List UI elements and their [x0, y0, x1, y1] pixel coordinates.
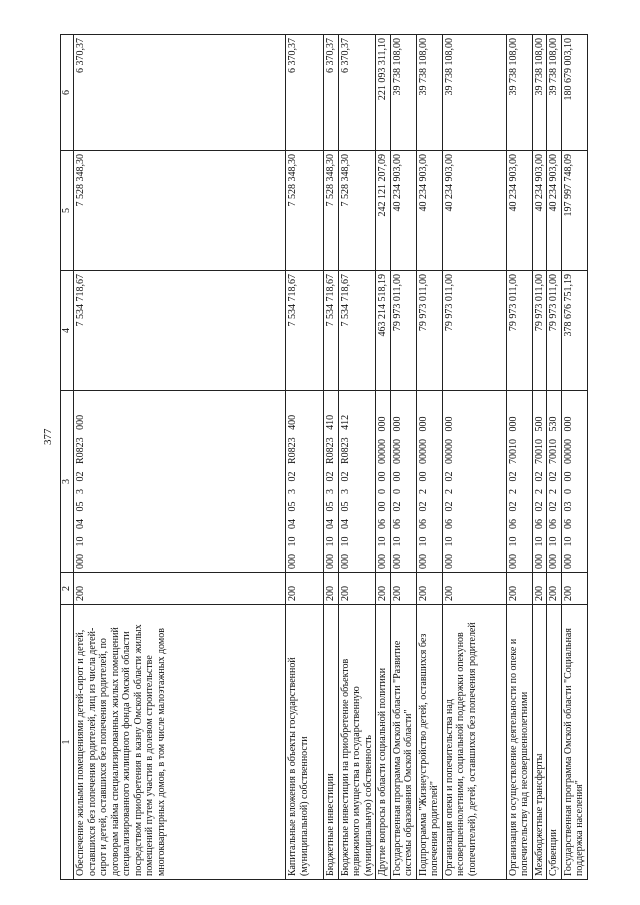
row-value-6: 6 370,37: [286, 35, 324, 151]
row-code: 000 10 06 02 2 02 70010 000: [506, 391, 532, 573]
row-code: 000 10 06 02 2 02 70010 530: [547, 391, 562, 573]
row-value-5: 7 528 348,30: [338, 151, 376, 271]
table-row: [390, 35, 416, 880]
row-value-4: 79 973 011,00: [390, 271, 416, 391]
row-value-4: 7 534 718,67: [286, 271, 324, 391]
row-value-4: 378 676 751,19: [561, 271, 587, 391]
row-value-6: 39 738 108,00: [390, 35, 416, 151]
column-header: 2: [61, 573, 74, 605]
row-code-2: 200: [338, 573, 376, 605]
table-row: [506, 35, 532, 880]
row-value-5: 242 121 207,09: [376, 151, 391, 271]
row-code: 000 10 06 00 0 00 00000 000: [376, 391, 391, 573]
row-code-2: 200: [324, 573, 339, 605]
row-code-2: 200: [506, 573, 532, 605]
row-name: Подпрограмма "Жизнеустройство детей, оставшихся без попечения родителей": [416, 605, 442, 880]
column-header: 4: [61, 271, 74, 391]
row-code: 000 10 06 02 2 02 00000 000: [442, 391, 506, 573]
row-value-6: 39 738 108,00: [547, 35, 562, 151]
row-value-5: 40 234 903,00: [532, 151, 547, 271]
row-value-6: 221 093 311,10: [376, 35, 391, 151]
row-code-2: 200: [416, 573, 442, 605]
row-value-4: 79 973 011,00: [506, 271, 532, 391]
row-value-4: 7 534 718,67: [324, 271, 339, 391]
column-header: 6: [61, 35, 74, 151]
row-value-5: 40 234 903,00: [547, 151, 562, 271]
table-row: [324, 35, 339, 880]
row-value-4: 7 534 718,67: [74, 271, 286, 391]
row-value-5: 40 234 903,00: [442, 151, 506, 271]
row-name: Государственная программа Омской области "Социальная поддержка населения": [561, 605, 587, 880]
row-code: 000 10 04 05 3 02 R0823 400: [286, 391, 324, 573]
table-row: [442, 35, 506, 880]
row-code-2: 200: [74, 573, 286, 605]
row-code-2: 200: [561, 573, 587, 605]
column-header: 1: [61, 605, 74, 880]
row-value-6: 39 738 108,00: [442, 35, 506, 151]
table-row: [74, 35, 286, 880]
table-row: [547, 35, 562, 880]
column-header: 5: [61, 151, 74, 271]
table-row: [532, 35, 547, 880]
row-code-2: 200: [442, 573, 506, 605]
table-row: [416, 35, 442, 880]
row-code-2: 200: [286, 573, 324, 605]
row-code: 000 10 04 05 3 02 R0823 410: [324, 391, 339, 573]
table-row: [561, 35, 587, 880]
row-name: Бюджетные инвестиции: [324, 605, 339, 880]
row-value-5: 7 528 348,30: [324, 151, 339, 271]
row-name: Другие вопросы в области социальной политики: [376, 605, 391, 880]
row-value-5: 7 528 348,30: [74, 151, 286, 271]
table-row: [286, 35, 324, 880]
row-value-6: 39 738 108,00: [416, 35, 442, 151]
budget-table-sheet: [60, 35, 585, 880]
row-code: 000 10 04 05 3 02 R0823 000: [74, 391, 286, 573]
row-name: Обеспечение жилыми помещениями детей-сирот и детей, оставшихся без попечения родителей, лиц из числа детей-сирот и детей, оставшихся без попечения родителей, по договорам найма специализированных жилых помещений специализированного жилищного фонда Омской области посредством приобретения в казну Омской области жилых помещений путем участия в долевом строительстве многоквартирных домов, в том числе малоэтажных домов: [74, 605, 286, 880]
header-row: [61, 35, 74, 880]
row-value-5: 197 997 748,09: [561, 151, 587, 271]
row-value-4: 79 973 011,00: [532, 271, 547, 391]
table-row: [338, 35, 376, 880]
column-header: 3: [61, 391, 74, 573]
row-name: Организация опеки и попечительства над несовершеннолетними, социальной поддержки опекунов (попечителей), детей, оставшихся без попечения родителей: [442, 605, 506, 880]
row-value-4: 463 214 518,19: [376, 271, 391, 391]
row-value-4: 7 534 718,67: [338, 271, 376, 391]
row-value-6: 39 738 108,00: [506, 35, 532, 151]
row-name: Государственная программа Омской области "Развитие системы образования Омской области": [390, 605, 416, 880]
row-value-5: 40 234 903,00: [416, 151, 442, 271]
row-value-6: 6 370,37: [338, 35, 376, 151]
row-value-4: 79 973 011,00: [416, 271, 442, 391]
row-value-4: 79 973 011,00: [442, 271, 506, 391]
row-code-2: 200: [547, 573, 562, 605]
row-name: Субвенции: [547, 605, 562, 880]
row-name: Организация и осуществление деятельности по опеке и попечительству над несовершеннолетними: [506, 605, 532, 880]
row-name: Межбюджетные трансферты: [532, 605, 547, 880]
row-value-6: 6 370,37: [324, 35, 339, 151]
row-value-5: 40 234 903,00: [506, 151, 532, 271]
row-code-2: 200: [376, 573, 391, 605]
row-value-6: 180 679 003,10: [561, 35, 587, 151]
row-code: 000 10 06 02 2 00 00000 000: [416, 391, 442, 573]
page-number: 377: [42, 428, 54, 445]
budget-table: [60, 34, 588, 880]
row-name: Капитальные вложения в объекты государственной (муниципальной) собственности: [286, 605, 324, 880]
row-value-5: 7 528 348,30: [286, 151, 324, 271]
row-name: Бюджетные инвестиции на приобретение объектов недвижимого имущества в государственную (муниципальную) собственность: [338, 605, 376, 880]
row-code: 000 10 04 05 3 02 R0823 412: [338, 391, 376, 573]
row-value-5: 40 234 903,00: [390, 151, 416, 271]
row-value-6: 39 738 108,00: [532, 35, 547, 151]
table-row: [376, 35, 391, 880]
row-value-4: 79 973 011,00: [547, 271, 562, 391]
row-code: 000 10 06 02 2 02 70010 500: [532, 391, 547, 573]
row-code: 000 10 06 02 0 00 00000 000: [390, 391, 416, 573]
row-code-2: 200: [390, 573, 416, 605]
row-code: 000 10 06 03 0 00 00000 000: [561, 391, 587, 573]
row-value-6: 6 370,37: [74, 35, 286, 151]
row-code-2: 200: [532, 573, 547, 605]
